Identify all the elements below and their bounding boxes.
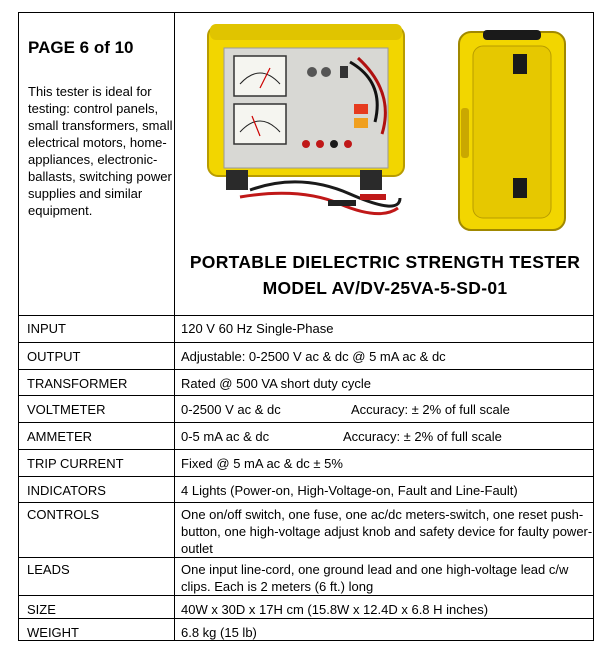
spec-row <box>19 595 593 618</box>
spec-value: 40W x 30D x 17H cm (15.8W x 12.4D x 6.8 H inches) <box>181 601 489 617</box>
intro-text: This tester is ideal for testing: control panels, small transformers, small electrical motors, home-appliances, electronic-ballasts, switching power supplies and similar equipment. <box>28 84 173 218</box>
spec-label: VOLTMETER <box>19 395 175 422</box>
spec-label: SIZE <box>19 595 175 618</box>
title-line-1: PORTABLE DIELECTRIC STRENGTH TESTER <box>189 252 581 272</box>
spec-row <box>19 369 593 395</box>
intro-column <box>19 13 175 315</box>
spec-label: LEADS <box>19 557 175 595</box>
spec-value-cell <box>175 502 594 557</box>
tester-closed-photo <box>453 28 571 236</box>
spec-value: 6.8 kg (15 lb) <box>181 624 257 640</box>
spec-label: WEIGHT <box>19 618 175 641</box>
product-title <box>175 249 595 301</box>
spec-table <box>19 315 593 641</box>
spec-value-cell <box>175 342 594 369</box>
spec-value: 0-2500 V ac & dc <box>181 401 281 417</box>
spec-row <box>19 449 593 476</box>
title-line-2: MODEL AV/DV-25VA-5-SD-01 <box>262 278 508 298</box>
spec-value: 120 V 60 Hz Single-Phase <box>181 321 334 336</box>
spec-row <box>19 395 593 422</box>
spec-value-cell <box>175 618 594 641</box>
header-section <box>19 13 593 316</box>
spec-label: AMMETER <box>19 422 175 449</box>
spec-row <box>19 342 593 369</box>
spec-label: INDICATORS <box>19 476 175 502</box>
spec-value-cell <box>175 369 594 395</box>
spec-sheet <box>18 12 594 641</box>
spec-value: 4 Lights (Power-on, High-Voltage-on, Fault and Line-Fault) <box>181 482 518 498</box>
spec-value-cell <box>175 422 594 449</box>
spec-value-cell <box>175 595 594 618</box>
spec-value-cell <box>175 395 594 422</box>
spec-label: CONTROLS <box>19 502 175 557</box>
tester-open-photo <box>200 22 412 218</box>
spec-value-cell <box>175 557 594 595</box>
spec-row <box>19 618 593 641</box>
spec-value: 0-5 mA ac & dc <box>181 428 270 444</box>
spec-value-cell <box>175 476 594 502</box>
spec-accuracy: Accuracy: ± 2% of full scale <box>343 428 502 444</box>
spec-value: Adjustable: 0-2500 V ac & dc @ 5 mA ac & dc <box>181 348 446 364</box>
spec-row <box>19 502 593 557</box>
spec-label: TRANSFORMER <box>19 369 175 395</box>
spec-value: Rated @ 500 VA short duty cycle <box>181 375 371 391</box>
spec-label: OUTPUT <box>19 342 175 369</box>
spec-row <box>19 557 593 595</box>
spec-row <box>19 422 593 449</box>
spec-row <box>19 476 593 502</box>
spec-accuracy: Accuracy: ± 2% of full scale <box>351 401 510 417</box>
spec-value: Fixed @ 5 mA ac & dc ± 5% <box>181 455 343 471</box>
spec-label: TRIP CURRENT <box>19 449 175 476</box>
spec-value-cell <box>175 449 594 476</box>
spec-label: INPUT <box>19 315 175 342</box>
spec-value: One on/off switch, one fuse, one ac/dc meters-switch, one reset push-button, one high-voltage adjust knob and safety device for faulty power-outlet <box>181 506 593 556</box>
page-number: PAGE 6 of 10 <box>28 38 134 57</box>
spec-value-cell <box>175 315 594 342</box>
spec-row <box>19 315 593 342</box>
spec-value: One input line-cord, one ground lead and one high-voltage lead c/w clips. Each is 2 meters (6 ft.) long <box>181 561 569 594</box>
